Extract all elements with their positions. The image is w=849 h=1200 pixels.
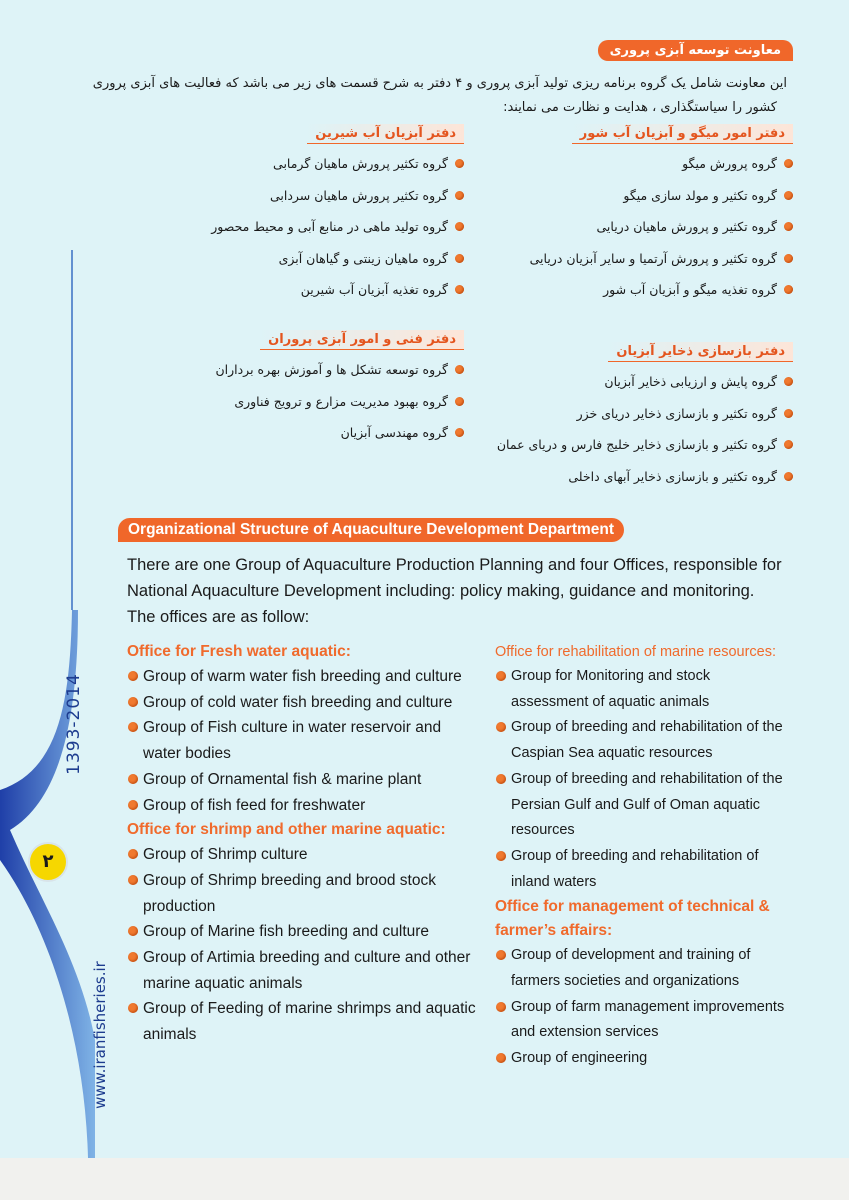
list-item: گروه تکثیر و بازسازی ذخایر خلیج فارس و دریای عمان <box>497 435 793 467</box>
english-section-header: Organizational Structure of Aquaculture Development Department <box>118 518 624 542</box>
persian-intro <box>87 72 787 120</box>
list-item: Group of warm water fish breeding and culture <box>127 664 477 690</box>
office-group-list <box>211 154 464 312</box>
list-item: Group of development and training of farmers societies and organizations <box>495 943 790 994</box>
office-title: Office for rehabilitation of marine resources: <box>495 644 777 660</box>
persian-office-rehab <box>497 342 793 498</box>
list-item: Group of breeding and rehabilitation of the Caspian Sea aquatic resources <box>495 715 790 766</box>
list-item: Group of Feeding of marine shrimps and aquatic animals <box>127 996 477 1047</box>
list-item: گروه تولید ماهی در منابع آبی و محیط محصور <box>211 217 464 249</box>
list-item: Group of breeding and rehabilitation of inland waters <box>495 844 790 895</box>
list-item: Group of Shrimp culture <box>127 842 477 868</box>
persian-office-freshwater <box>211 124 464 312</box>
list-item: گروه تکثیر و بازسازی ذخایر آبهای داخلی <box>497 467 793 499</box>
website-label: www.iranfisheries.ir <box>91 961 109 1109</box>
list-item: گروه پرورش میگو <box>530 154 793 186</box>
office-group-list <box>530 154 793 312</box>
list-item: گروه تکثیر و پرورش ماهیان دریایی <box>530 217 793 249</box>
office-title: دفتر آبزیان آب شیرین <box>307 124 464 144</box>
page-number: ۲ <box>28 842 68 882</box>
persian-office-shrimp <box>530 124 793 312</box>
list-item: گروه تکثیر پرورش ماهیان گرمابی <box>211 154 464 186</box>
english-right-column <box>495 640 790 1072</box>
list-item: گروه مهندسی آبزیان <box>215 423 464 455</box>
list-item: Group of Marine fish breeding and culture <box>127 919 477 945</box>
persian-intro-line: کشور را سیاستگذاری ، هدایت و نظارت می نمایند: <box>503 100 777 115</box>
office-title: Office for Fresh water aquatic: <box>127 643 351 660</box>
persian-office-technical <box>215 330 464 455</box>
list-item: Group of Fish culture in water reservoir and water bodies <box>127 715 477 766</box>
persian-intro-line: این معاونت شامل یک گروه برنامه ریزی تولید آبزی پروری و ۴ دفتر به شرح قسمت های زیر می باشد که فعالیت های آبزی پروری <box>92 76 787 91</box>
list-item: Group of breeding and rehabilitation of the Persian Gulf and Gulf of Oman aquatic resources <box>495 767 790 844</box>
office-group-list <box>495 943 790 1072</box>
list-item: Group of farm management improvements and extension services <box>495 995 790 1046</box>
office-group-list <box>215 360 464 455</box>
list-item: Group of cold water fish breeding and culture <box>127 690 477 716</box>
office-title: Office for shrimp and other marine aquatic: <box>127 821 446 839</box>
office-group-list <box>497 372 793 498</box>
list-item: گروه بهبود مدیریت مزارع و ترویج فناوری <box>215 392 464 424</box>
list-item: گروه تغذیه آبزیان آب شیرین <box>211 280 464 312</box>
list-item: Group of fish feed for freshwater <box>127 793 477 819</box>
list-item: Group of engineering <box>495 1046 790 1072</box>
list-item: گروه تکثیر پرورش ماهیان سردابی <box>211 186 464 218</box>
persian-section-header: معاونت توسعه آبزی پروری <box>598 40 793 61</box>
english-intro: There are one Group of Aquaculture Production Planning and four Offices, responsible for National Aquaculture Development including: policy making, guidance and monitoring. The offices are as follow: <box>127 556 782 626</box>
office-title: دفتر بازسازی ذخایر آبزیان <box>608 342 793 362</box>
office-title: دفتر امور میگو و آبزیان آب شور <box>572 124 793 144</box>
page-bottom-edge <box>0 1158 849 1200</box>
list-item: گروه پایش و ارزیابی ذخایر آبزیان <box>497 372 793 404</box>
office-group-list <box>127 664 477 818</box>
list-item: Group of Artimia breeding and culture and other marine aquatic animals <box>127 945 477 996</box>
list-item: گروه تغذیه میگو و آبزیان آب شور <box>530 280 793 312</box>
list-item: Group of Shrimp breeding and brood stock production <box>127 868 477 919</box>
list-item: Group of Ornamental fish & marine plant <box>127 767 477 793</box>
list-item: گروه تکثیر و بازسازی ذخایر دریای خزر <box>497 404 793 436</box>
list-item: گروه توسعه تشکل ها و آموزش بهره برداران <box>215 360 464 392</box>
office-group-list <box>127 842 477 1048</box>
list-item: Group for Monitoring and stock assessment of aquatic animals <box>495 664 790 715</box>
list-item: گروه تکثیر و پرورش آرتمیا و سایر آبزیان دریایی <box>530 249 793 281</box>
year-label: 1393-2014 <box>64 673 84 775</box>
office-title: Office for management of technical & farmer’s affairs: <box>495 898 770 940</box>
decorative-swoosh <box>0 0 95 1158</box>
office-title: دفتر فنی و امور آبزی پروران <box>260 330 464 350</box>
english-left-column <box>127 640 477 1048</box>
list-item: گروه تکثیر و مولد سازی میگو <box>530 186 793 218</box>
list-item: گروه ماهیان زینتی و گیاهان آبزی <box>211 249 464 281</box>
office-group-list <box>495 664 790 895</box>
